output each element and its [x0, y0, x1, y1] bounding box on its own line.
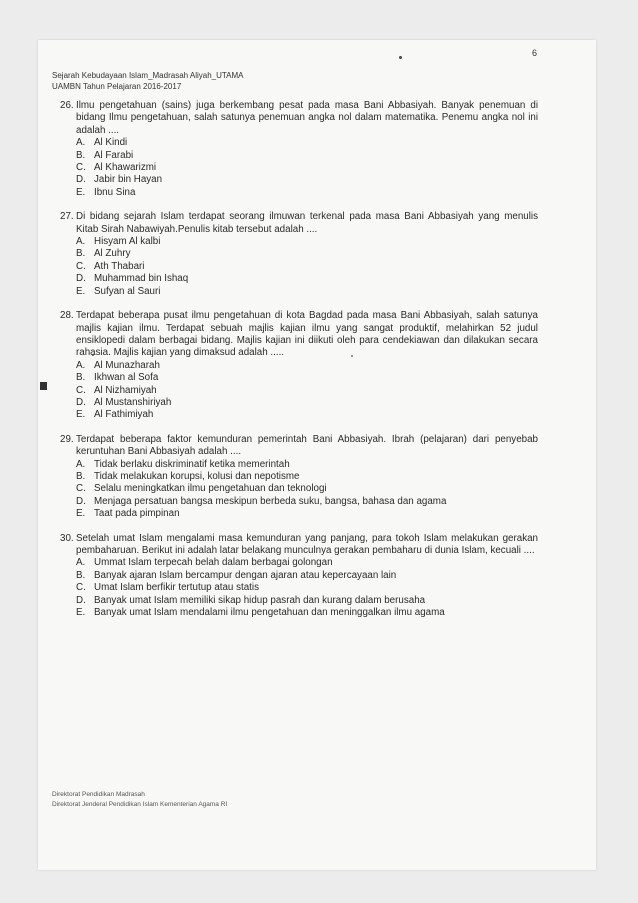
footer-line-2: Direktorat Jenderal Pendidikan Islam Kementerian Agama RI	[52, 801, 228, 808]
option-text: Al Nizhamiyah	[94, 384, 157, 396]
answer-option	[76, 261, 538, 273]
option-text: Banyak umat Islam mendalami ilmu pengetahuan dan meninggalkan ilmu agama	[94, 607, 445, 619]
option-text: Al Khawarizmi	[94, 162, 157, 174]
answer-option	[76, 397, 538, 409]
option-letter: D.	[76, 594, 86, 606]
question-text: Terdapat beberapa pusat ilmu pengetahuan di kota Bagdad pada masa Bani Abbasiyah, salah satunya majlis kajian ilmu. Terdapat sebuah majlis kajian ilmu yang sangat produktif, melahirkan 52 judul ensiklopedi dalam berbagai bidang. Majlis kajian ini diikuti oleh para cendekiawan dan dilakukan secara rahasia. Majlis kajian yang dimaksud adalah .....	[76, 310, 538, 359]
question-list	[60, 100, 538, 631]
option-text: Muhammad bin Ishaq	[94, 273, 189, 285]
option-text: Jabir bin Hayan	[94, 174, 163, 186]
option-text: Al Fathimiyah	[94, 409, 154, 421]
option-letter: B.	[76, 569, 86, 581]
option-list	[76, 360, 538, 422]
answer-option	[76, 607, 538, 619]
question-text: Terdapat beberapa faktor kemunduran pemerintah Bani Abbasiyah. Ibrah (pelajaran) dari penyebab keruntuhan Bani Abbasiyah adalah ....	[76, 433, 538, 458]
answer-option	[76, 174, 538, 186]
option-letter: C.	[76, 260, 86, 272]
question-text: Di bidang sejarah Islam terdapat seorang ilmuwan terkenal pada masa Bani Abbasiyah yang menulis Kitab Sirah Nabawiyah.Penulis kitab tersebut adalah ....	[76, 211, 538, 235]
answer-option	[76, 137, 538, 149]
option-letter: B.	[76, 248, 86, 260]
option-letter: A.	[76, 359, 86, 371]
answer-option	[76, 372, 538, 384]
option-text: Al Munazharah	[94, 359, 160, 371]
option-letter: C.	[76, 582, 86, 594]
answer-option	[76, 409, 538, 421]
question-stem	[60, 211, 538, 236]
answer-option	[76, 248, 538, 260]
footer-line-1: Direktorat Pendidikan Madrasah	[52, 791, 145, 798]
question-item	[60, 100, 538, 199]
option-letter: B.	[76, 372, 86, 384]
option-text: Al Farabi	[94, 149, 134, 161]
option-letter: E.	[76, 285, 86, 297]
option-letter: A.	[76, 137, 86, 149]
scan-dot	[399, 56, 402, 59]
question-item	[60, 310, 538, 422]
option-list	[76, 236, 538, 298]
answer-option	[76, 582, 538, 594]
question-item	[60, 211, 538, 298]
answer-option	[76, 496, 538, 508]
option-letter: E.	[76, 186, 86, 198]
answer-option	[76, 150, 538, 162]
option-list	[76, 557, 538, 619]
question-number: 30.	[60, 532, 74, 544]
option-letter: B.	[76, 470, 86, 482]
option-text: Umat Islam berfikir tertutup atau statis	[94, 582, 259, 594]
option-letter: C.	[76, 483, 86, 495]
question-text: Ilmu pengetahuan (sains) juga berkembang pesat pada masa Bani Abbasiyah. Banyak penemuan di bidang Ilmu pengetahuan, salah satunya penemuan angka nol dalam matematika. Penemu angka nol ini adalah ....	[76, 100, 538, 136]
answer-option	[76, 162, 538, 174]
question-number: 26.	[60, 100, 74, 111]
option-letter: D.	[76, 273, 86, 285]
question-stem	[60, 100, 538, 137]
answer-option	[76, 360, 538, 372]
question-number: 27.	[60, 211, 74, 223]
header-exam-year: UAMBN Tahun Pelajaran 2016-2017	[52, 82, 182, 91]
document-header	[52, 70, 244, 92]
option-text: Ummat Islam terpecah belah dalam berbagai golongan	[94, 557, 333, 569]
question-stem	[60, 533, 538, 558]
page-number: 6	[532, 48, 538, 58]
answer-option	[76, 483, 538, 495]
option-text: Selalu meningkatkan ilmu pengetahuan dan teknologi	[94, 483, 327, 495]
option-text: Ath Thabari	[94, 260, 145, 272]
option-text: Sufyan al Sauri	[94, 285, 161, 297]
option-letter: E.	[76, 409, 86, 421]
option-letter: C.	[76, 384, 86, 396]
answer-option	[76, 508, 538, 520]
option-letter: D.	[76, 495, 86, 507]
question-number: 29.	[60, 433, 74, 445]
question-number: 28.	[60, 310, 74, 322]
option-text: Al Mustanshiriyah	[94, 396, 172, 408]
option-list	[76, 459, 538, 521]
option-text: Taat pada pimpinan	[94, 508, 180, 520]
answer-option	[76, 595, 538, 607]
option-text: Tidak melakukan korupsi, kolusi dan nepotisme	[94, 470, 300, 482]
answer-option	[76, 187, 538, 199]
document-footer	[52, 790, 227, 810]
option-text: Al Zuhry	[94, 248, 131, 260]
question-text: Setelah umat Islam mengalami masa kemunduran yang panjang, para tokoh Islam melakukan gerakan pembaharuan. Berikut ini adalah latar belakang munculnya gerakan pembaharu di dunia Islam, kecuali ....	[76, 532, 538, 556]
answer-option	[76, 286, 538, 298]
option-text: Ikhwan al Sofa	[94, 372, 159, 384]
option-letter: C.	[76, 162, 86, 174]
option-text: Menjaga persatuan bangsa meskipun berbeda suku, bangsa, bahasa dan agama	[94, 495, 447, 507]
question-stem	[60, 310, 538, 360]
question-item	[60, 533, 538, 620]
scan-mark	[40, 382, 47, 390]
option-text: Tidak berlaku diskriminatif ketika memerintah	[94, 458, 290, 470]
header-subject: Sejarah Kebudayaan Islam_Madrasah Aliyah_UTAMA	[52, 71, 244, 80]
option-letter: A.	[76, 458, 86, 470]
option-letter: D.	[76, 396, 86, 408]
option-letter: E.	[76, 607, 86, 619]
option-text: Al Kindi	[94, 137, 128, 149]
answer-option	[76, 236, 538, 248]
question-stem	[60, 434, 538, 459]
option-text: Banyak umat Islam memiliki sikap hidup pasrah dan kurang dalam berusaha	[94, 594, 426, 606]
option-letter: A.	[76, 557, 86, 569]
option-text: Hisyam Al kalbi	[94, 236, 161, 248]
question-item	[60, 434, 538, 521]
option-letter: B.	[76, 149, 86, 161]
option-letter: A.	[76, 236, 86, 248]
answer-option	[76, 557, 538, 569]
answer-option	[76, 273, 538, 285]
option-letter: D.	[76, 174, 86, 186]
answer-option	[76, 385, 538, 397]
option-letter: E.	[76, 508, 86, 520]
option-list	[76, 137, 538, 199]
option-text: Ibnu Sina	[94, 186, 136, 198]
answer-option	[76, 459, 538, 471]
answer-option	[76, 570, 538, 582]
option-text: Banyak ajaran Islam bercampur dengan ajaran atau kepercayaan lain	[94, 569, 397, 581]
answer-option	[76, 471, 538, 483]
